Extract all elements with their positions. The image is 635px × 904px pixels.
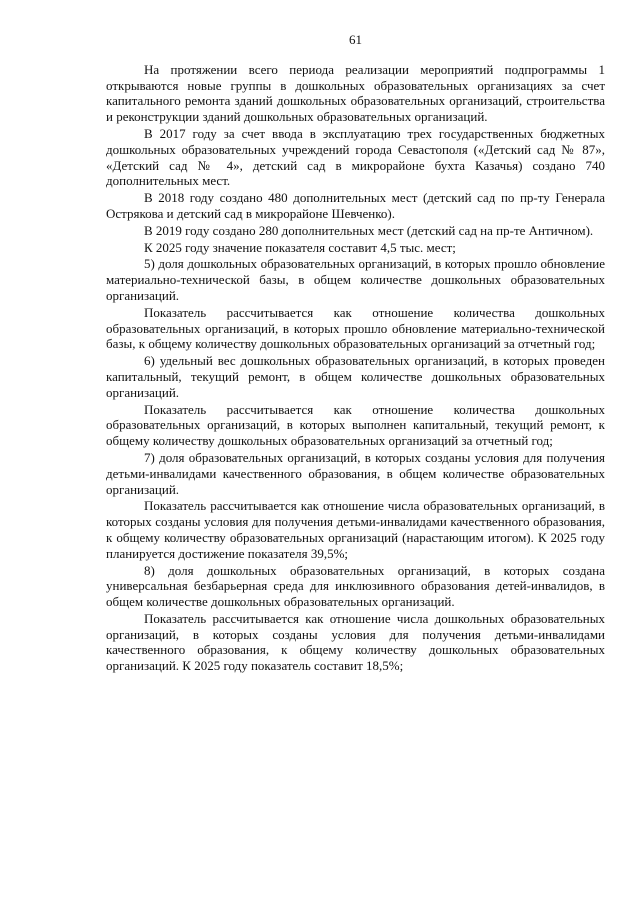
paragraph-indicator-8: 8) доля дошкольных образовательных организаций, в которых создана универсальная безбарьерная среда для инклюзивного образования детей-инвалидов, в общем количестве дошкольных образовательных организаций. [106, 562, 605, 610]
paragraph-intro: На протяжении всего периода реализации мероприятий подпрограммы 1 открываются новые группы в дошкольных образовательных организациях за счет капитального ремонта зданий дошкольных образовательных организаций, строительства и реконструкции зданий дошкольных образовательных организаций. [106, 61, 605, 125]
paragraph-indicator-7-calc: Показатель рассчитывается как отношение числа образовательных организаций, в которых созданы условия для получения детьми-инвалидами качественного образования, к общему количеству образовательных организаций (нарастающим итогом). К 2025 году планируется достижение показателя 39,5%; [106, 498, 605, 561]
paragraph-indicator-5: 5) доля дошкольных образовательных организаций, в которых прошло обновление материально-технической базы, в общем количестве дошкольных образовательных организаций. [106, 256, 605, 303]
paragraph-indicator-6: 6) удельный вес дошкольных образовательных организаций, в которых проведен капитальный, текущий ремонт, в общем количестве дошкольных образовательных организаций. [106, 353, 605, 400]
page-number: 61 [349, 32, 362, 47]
paragraph-2019: В 2019 году создано 280 дополнительных мест (детский сад на пр-те Античном). [144, 222, 594, 238]
paragraph-2017: В 2017 году за счет ввода в эксплуатацию трех государственных бюджетных дошкольных образовательных учреждений города Севастополя («Детский сад № 87», «Детский сад № 4», детский сад в микрорайоне бухта Казачья) создано 740 дополнительных мест. [106, 125, 605, 189]
paragraph-indicator-5-calc: Показатель рассчитывается как отношение количества дошкольных образовательных организаций, в которых прошло обновление материально-технической базы, к общему количеству дошкольных образовательных организаций за отчетный год; [106, 304, 605, 352]
paragraph-2018: В 2018 году создано 480 дополнительных мест (детский сад по пр-ту Генерала Острякова и детский сад в микрорайоне Шевченко). [106, 190, 605, 221]
paragraph-indicator-7: 7) доля образовательных организаций, в которых созданы условия для получения детьми-инвалидами качественного образования, в общем количестве образовательных организаций. [106, 449, 605, 497]
paragraph-indicator-6-calc: Показатель рассчитывается как отношение количества дошкольных образовательных организаций, в которых выполнен капитальный, текущий ремонт, к общему количеству дошкольных образовательных организаций за отчетный год; [106, 401, 605, 449]
paragraph-indicator-8-calc: Показатель рассчитывается как отношение числа дошкольных образовательных организаций, в которых созданы условия для получения детьми-инвалидами качественного образования, к общему количеству дошкольных образовательных организаций. К 2025 году показатель составит 18,5%; [106, 610, 605, 674]
paragraph-2025-target: К 2025 году значение показателя составит 4,5 тыс. мест; [144, 239, 456, 255]
